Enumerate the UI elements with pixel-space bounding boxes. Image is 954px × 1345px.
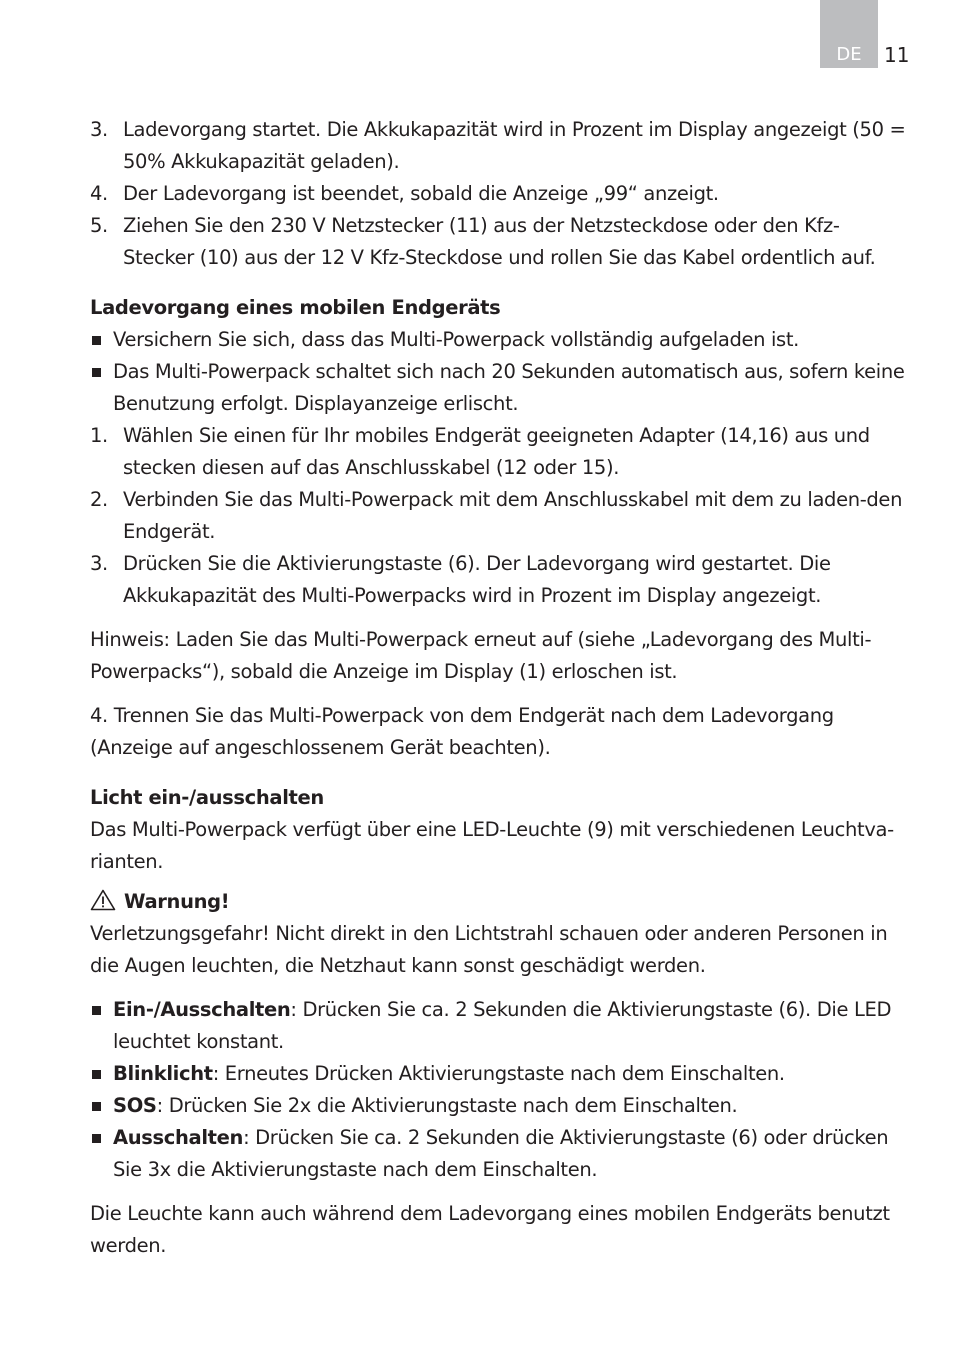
mode-text: : Drücken Sie ca. 2 Sekunden die Aktivierungstaste (6) oder drücken Sie 3x die Aktivierungstaste nach dem Einschalten.: [113, 1126, 889, 1181]
list-number: 3.: [90, 118, 108, 141]
list-text: Ladevorgang startet. Die Akkukapazität wird in Prozent im Display angezeigt (50 = 50% Akkukapazität geladen).: [123, 118, 906, 173]
list-item: [90, 548, 908, 612]
bullet-square-icon: [92, 1006, 101, 1015]
bullet-text: Versichern Sie sich, dass das Multi-Powerpack vollständig aufgeladen ist.: [113, 328, 800, 351]
list-number: 1.: [90, 424, 108, 447]
list-number: 4.: [90, 182, 108, 205]
bullet-item: [90, 1122, 908, 1186]
page-number: 11: [884, 43, 910, 67]
bullet-square-icon: [92, 1102, 101, 1111]
mode-label: Blinklicht: [113, 1062, 213, 1085]
bullet-item: [90, 356, 908, 420]
warning-heading: [90, 886, 908, 918]
list-item: [90, 420, 908, 484]
mode-text: : Drücken Sie ca. 2 Sekunden die Aktivierungstaste (6). Die LED leuchtet konstant.: [113, 998, 892, 1053]
list-number: 5.: [90, 214, 108, 237]
bullet-square-icon: [92, 1134, 101, 1143]
bullet-text: Das Multi-Powerpack schaltet sich nach 20 Sekunden automatisch aus, sofern keine Benutzung erfolgt. Displayanzeige erlischt.: [113, 360, 905, 415]
list-text: Der Ladevorgang ist beendet, sobald die Anzeige „99“ anzeigt.: [123, 182, 719, 205]
warning-text: Verletzungsgefahr! Nicht direkt in den Lichtstrahl schauen oder anderen Personen in die Augen leuchten, die Netzhaut kann sonst geschädigt werden.: [90, 922, 888, 977]
bullet-item: [90, 324, 908, 356]
list-number: 2.: [90, 488, 108, 511]
mode-label: Ein-/Ausschalten: [113, 998, 291, 1021]
warning-title: Warnung!: [124, 890, 230, 913]
list-item: [90, 114, 908, 178]
list-item: [90, 210, 908, 274]
charging-steps-list: [90, 114, 908, 274]
bullet-square-icon: [92, 336, 101, 345]
warning-triangle-icon: [90, 889, 116, 911]
list-item: [90, 484, 908, 548]
bullet-item: [90, 1090, 908, 1122]
mode-label: SOS: [113, 1094, 157, 1117]
page-content: [90, 114, 908, 1262]
bullet-item: [90, 994, 908, 1058]
list-text: Verbinden Sie das Multi-Powerpack mit dem Anschlusskabel mit dem zu laden-den Endgerät.: [123, 488, 903, 543]
list-text: Drücken Sie die Aktivierungstaste (6). Der Ladevorgang wird gestartet. Die Akkukapazität des Multi-Powerpacks wird in Prozent im Display angezeigt.: [123, 552, 831, 607]
note-paragraph: Hinweis: Laden Sie das Multi-Powerpack erneut auf (siehe „Ladevorgang des Multi-Powerpacks“), sobald die Anzeige im Display (1) erloschen ist.: [90, 628, 872, 683]
bullet-item: [90, 1058, 908, 1090]
bullet-square-icon: [92, 368, 101, 377]
bullet-square-icon: [92, 1070, 101, 1079]
mode-label: Ausschalten: [113, 1126, 244, 1149]
language-tab: [820, 0, 878, 68]
footer-paragraph: Die Leuchte kann auch während dem Ladevorgang eines mobilen Endgeräts benutzt werden.: [90, 1202, 890, 1257]
list-text: Wählen Sie einen für Ihr mobiles Endgerät geeigneten Adapter (14,16) aus und stecken diesen auf das Anschlusskabel (12 oder 15).: [123, 424, 870, 479]
mode-text: : Drücken Sie 2x die Aktivierungstaste nach dem Einschalten.: [156, 1094, 738, 1117]
list-item: [90, 178, 908, 210]
language-label: DE: [836, 44, 862, 65]
mode-text: : Erneutes Drücken Aktivierungstaste nach dem Einschalten.: [212, 1062, 785, 1085]
section-heading-light: Licht ein-/ausschalten: [90, 786, 324, 809]
list-text: Ziehen Sie den 230 V Netzstecker (11) aus der Netzsteckdose oder den Kfz-Stecker (10) aus der 12 V Kfz-Steckdose und rollen Sie das Kabel ordentlich auf.: [123, 214, 876, 269]
light-intro-paragraph: Das Multi-Powerpack verfügt über eine LED-Leuchte (9) mit verschiedenen Leuchtva-rianten.: [90, 818, 894, 873]
list-number: 3.: [90, 552, 108, 575]
step-four-paragraph: 4. Trennen Sie das Multi-Powerpack von dem Endgerät nach dem Ladevorgang (Anzeige auf angeschlossenem Gerät beachten).: [90, 704, 834, 759]
light-modes-list: [90, 994, 908, 1186]
section-heading-mobile-charging: Ladevorgang eines mobilen Endgeräts: [90, 296, 501, 319]
